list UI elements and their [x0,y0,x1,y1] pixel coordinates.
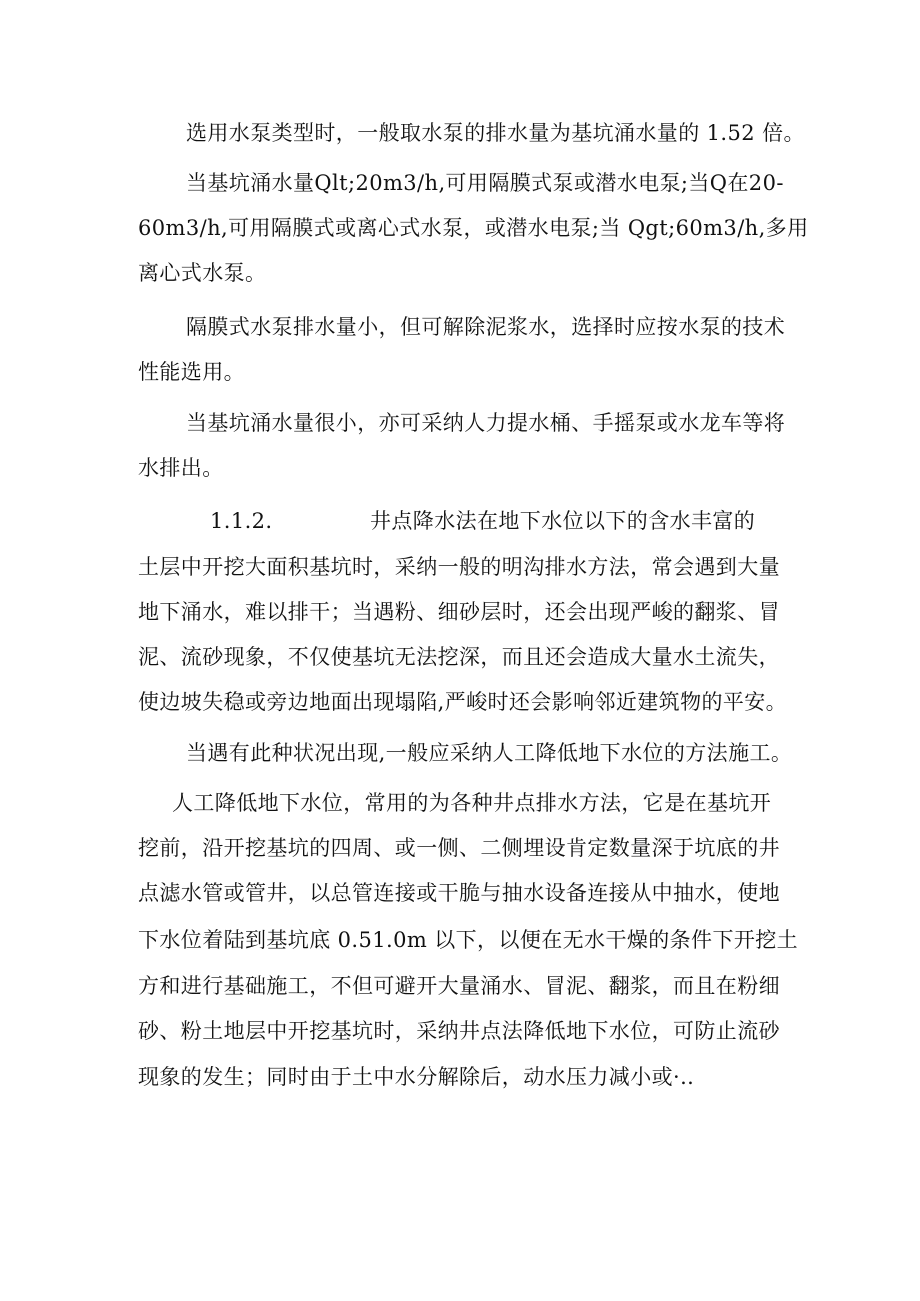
paragraph-6-line-1: 当遇有此种状况出现,一般应采纳人工降低地下水位的方法施工。 [186,741,793,765]
paragraph-3-line-1: 隔膜式水泵排水量小，但可解除泥浆水，选择时应按水泵的技术 [186,315,786,339]
paragraph-5-line-2: 地下涌水，难以排干；当遇粉、细砂层时，还会出现严峻的翻浆、冒 [138,600,780,624]
paragraph-7-line-3: 点滤水管或管井，以总管连接或干脆与抽水设备连接从中抽水，使地 [138,881,780,905]
paragraph-4-line-2: 水排出。 [138,456,224,480]
paragraph-5-line-1: 土层中开挖大面积基坑时，采纳一般的明沟排水方法，常会遇到大量 [138,555,780,579]
paragraph-7-line-1: 人工降低地下水位，常用的为各种井点排水方法，它是在基坑开 [172,791,772,815]
section-title: 井点降水法在地下水位以下的含水丰富的 [370,509,756,533]
paragraph-7-line-5: 方和进行基础施工，不但可避开大量涌水、冒泥、翻浆，而且在粉细 [138,974,780,998]
paragraph-7-line-6: 砂、粉土地层中开挖基坑时，采纳井点法降低地下水位，可防止流砂 [138,1019,780,1043]
paragraph-7-line-2: 挖前，沿开挖基坑的四周、或一侧、二侧埋设肯定数量深于坑底的井 [138,836,780,860]
paragraph-3-line-2: 性能选用。 [138,360,245,384]
paragraph-2-line-2: 60m3/h,可用隔膜式或离心式水泵，或潜水电泵;当 Qgt;60m3/h,多用 [138,216,809,240]
section-number: 1.1.2. [210,509,273,533]
paragraph-7-line-7: 现象的发生；同时由于土中水分解除后，动水压力减小或·.. [138,1065,695,1089]
paragraph-4-line-1: 当基坑涌水量很小，亦可采纳人力提水桶、手摇泵或水龙车等将 [186,411,786,435]
paragraph-5-line-3: 泥、流砂现象，不仅使基坑无法挖深，而且还会造成大量水土流失， [138,645,780,669]
paragraph-2-line-1: 当基坑涌水量Qlt;20m3/h,可用隔膜式泵或潜水电泵;当Q在20- [186,171,784,195]
paragraph-7-line-4: 下水位着陆到基坑底 0.51.0m 以下，以便在无水干燥的条件下开挖土 [138,928,799,952]
paragraph-1-line-1: 选用水泵类型时，一般取水泵的排水量为基坑涌水量的 1.52 倍。 [186,121,805,145]
paragraph-2-line-3: 离心式水泵。 [138,261,267,285]
paragraph-5-line-4: 使边坡失稳或旁边地面出现塌陷,严峻时还会影响邻近建筑物的平安。 [138,690,788,714]
